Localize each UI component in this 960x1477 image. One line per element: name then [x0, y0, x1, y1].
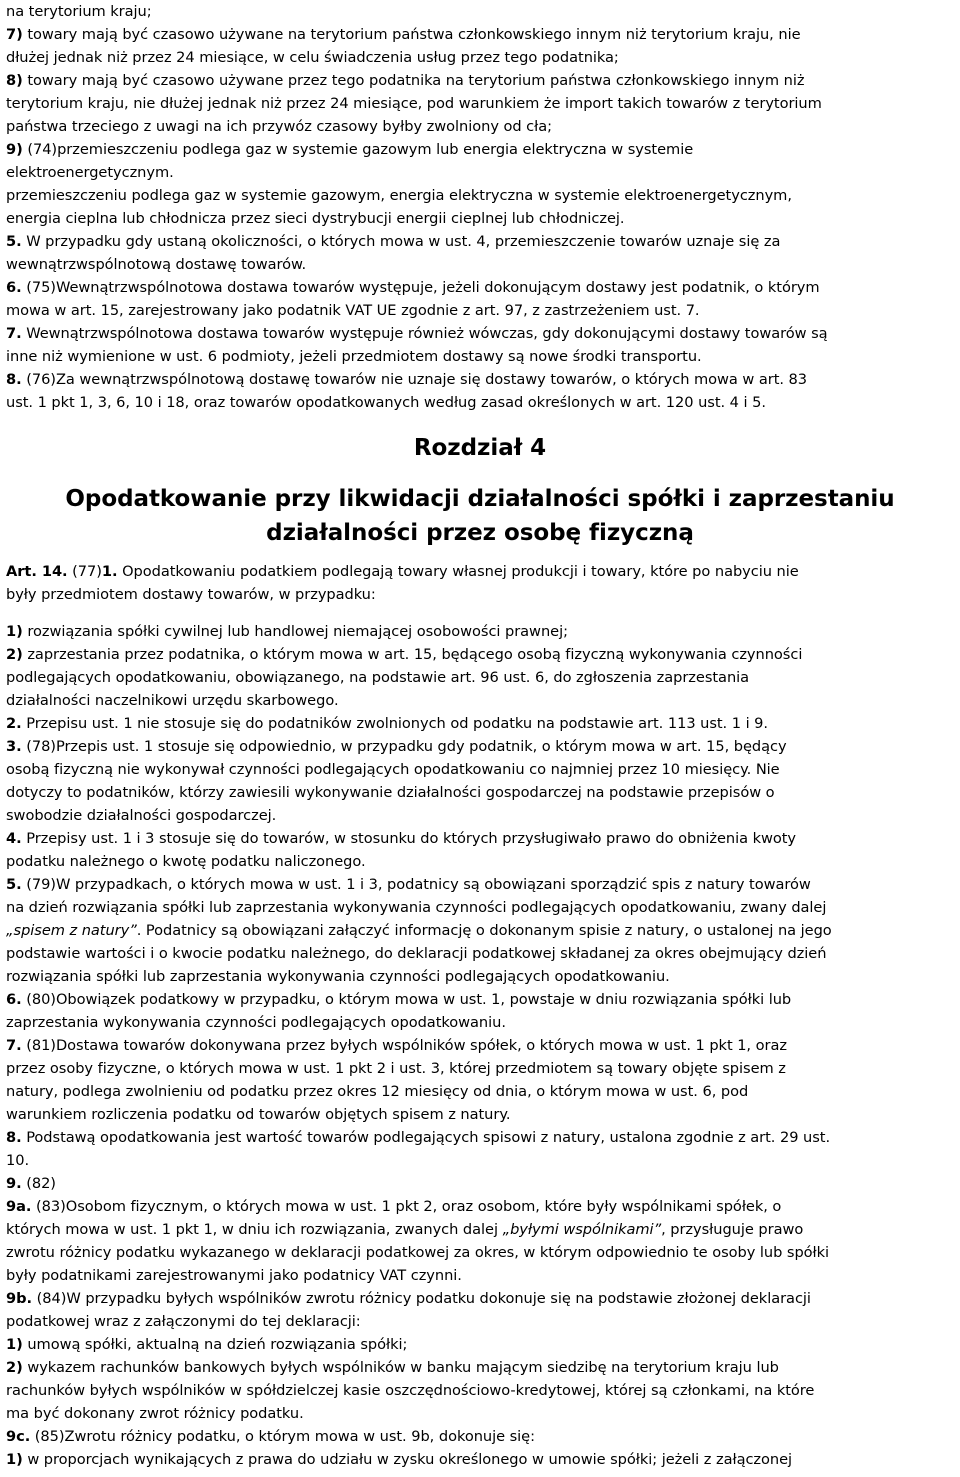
paragraph-number: 9) — [6, 141, 23, 158]
line-text: osobą fizyczną nie wykonywał czynności podlegających opodatkowaniu co najmniej przez 10 miesięcy. Nie — [6, 761, 780, 778]
text-line — [6, 46, 954, 69]
text-line — [6, 1172, 954, 1195]
text-line — [6, 988, 954, 1011]
line-text: ma być dokonany zwrot różnicy podatku. — [6, 1405, 304, 1422]
text-line — [6, 560, 954, 583]
line-text: (77) — [67, 563, 102, 580]
line-text: zaprzestania przez podatnika, o którym mowa w art. 15, będącego osobą fizyczną wykonywania czynności — [22, 646, 803, 663]
chapter-title: Rozdział 4 — [413, 435, 547, 461]
line-text: W przypadku gdy ustaną okoliczności, o których mowa w ust. 4, przemieszczenie towarów uznaje się za — [21, 233, 781, 250]
text-line — [6, 345, 954, 368]
text-line — [6, 322, 954, 345]
text-line — [6, 1448, 954, 1471]
line-text: inne niż wymienione w ust. 6 podmioty, jeżeli przedmiotem dostawy są nowe środki transportu. — [6, 348, 702, 365]
text-line — [6, 1011, 954, 1034]
text-line — [6, 23, 954, 46]
line-text: natury, podlega zwolnieniu od podatku przez okres 12 miesięcy od dnia, o którym mowa w ust. 6, pod — [6, 1083, 749, 1100]
line-text: których mowa w ust. 1 pkt 1, w dniu ich rozwiązania, zwanych dalej — [6, 1221, 503, 1238]
text-line — [6, 1333, 954, 1356]
text-line — [6, 368, 954, 391]
text-line — [6, 896, 954, 919]
text-line — [6, 207, 954, 230]
text-line — [6, 1218, 954, 1241]
paragraph-number: 6. — [6, 991, 22, 1008]
line-text: podatku należnego o kwotę podatku naliczonego. — [6, 853, 366, 870]
line-text: . Podatnicy są obowiązani załączyć informację o dokonanym spisie z natury, o ustalonej na jego — [136, 922, 832, 939]
paragraph-number: 2) — [6, 1359, 23, 1376]
chapter-subtitle-line-2: działalności przez osobę fizyczną — [266, 520, 694, 546]
text-line — [6, 1264, 954, 1287]
text-line — [6, 138, 954, 161]
line-text: rachunków byłych wspólników w spółdzielczej kasie oszczędnościowo-kredytowej, której są członkami, na które — [6, 1382, 815, 1399]
paragraph-number: 6. — [6, 279, 22, 296]
text-line — [6, 0, 954, 23]
chapter-subtitle — [6, 482, 954, 550]
text-line — [6, 758, 954, 781]
line-text: wewnątrzwspólnotową dostawę towarów. — [6, 256, 307, 273]
paragraph-number: 7. — [6, 325, 22, 342]
paragraph-number: 5. — [6, 233, 22, 250]
paragraph-number: 8) — [6, 72, 23, 89]
line-text: Przepisu ust. 1 nie stosuje się do podatników zwolnionych od podatku na podstawie art. 113 ust. 1 i 9. — [21, 715, 768, 732]
line-text: Przepisy ust. 1 i 3 stosuje się do towarów, w stosunku do których przysługiwało prawo do obniżenia kwoty — [21, 830, 797, 847]
text-line — [6, 1034, 954, 1057]
line-text: Opodatkowaniu podatkiem podlegają towary własnej produkcji i towary, które po nabyciu nie — [117, 563, 799, 580]
line-text: (75)Wewnątrzwspólnotowa dostawa towarów występuje, jeżeli dokonującym dostawy jest podatnik, o którym — [21, 279, 820, 296]
line-text: przez osoby fizyczne, o których mowa w ust. 1 pkt 2 i ust. 3, której przedmiotem są towary objęte spisem z — [6, 1060, 786, 1077]
text-line — [6, 620, 954, 643]
paragraph-number: 1) — [6, 623, 23, 640]
paragraph-number: Art. 14. — [6, 563, 68, 580]
line-text: podstawie wartości i o kwocie podatku należnego, do deklaracji podatkowej składanej za okres obejmujący dzień — [6, 945, 827, 962]
line-text: rozwiązania spółki cywilnej lub handlowej niemającej osobowości prawnej; — [22, 623, 568, 640]
line-text: Podstawą opodatkowania jest wartość towarów podlegających spisowi z natury, ustalona zgodnie z art. 29 ust. — [21, 1129, 831, 1146]
text-line — [6, 643, 954, 666]
text-line — [6, 1356, 954, 1379]
paragraph-number: 9b. — [6, 1290, 32, 1307]
text-line — [6, 804, 954, 827]
text-line — [6, 1080, 954, 1103]
article-body-section — [6, 620, 954, 1471]
text-line — [6, 712, 954, 735]
paragraph-number: 9. — [6, 1175, 22, 1192]
line-text: (81)Dostawa towarów dokonywana przez byłych wspólników spółek, o których mowa w ust. 1 pkt 1, oraz — [21, 1037, 787, 1054]
line-text: (83)Osobom fizycznym, o których mowa w ust. 1 pkt 2, oraz osobom, które były wspólnikami spółek, o — [31, 1198, 782, 1215]
line-text: zaprzestania wykonywania czynności podlegających opodatkowaniu. — [6, 1014, 506, 1031]
text-line — [6, 69, 954, 92]
text-line — [6, 919, 954, 942]
text-line — [6, 276, 954, 299]
line-text: (79)W przypadkach, o których mowa w ust. 1 i 3, podatnicy są obowiązani sporządzić spis z natury towarów — [21, 876, 811, 893]
line-text: Wewnątrzwspólnotowa dostawa towarów występuje również wówczas, gdy dokonującymi dostawy towarów są — [21, 325, 828, 342]
line-text: swobodzie działalności gospodarczej. — [6, 807, 277, 824]
text-line — [6, 1057, 954, 1080]
line-text: mowa w art. 15, zarejestrowany jako podatnik VAT UE zgodnie z art. 97, z zastrzeżeniem ust. 7. — [6, 302, 700, 319]
paragraph-number: 2. — [6, 715, 22, 732]
text-line — [6, 850, 954, 873]
text-line — [6, 1103, 954, 1126]
text-line — [6, 1379, 954, 1402]
line-text: zwrotu różnicy podatku wykazanego w deklaracji podatkowej za okres, w którym odpowiednio te osoby lub spółki — [6, 1244, 830, 1261]
line-text: podlegających opodatkowaniu, obowiązanego, na podstawie art. 96 ust. 6, do zgłoszenia zaprzestania — [6, 669, 750, 686]
text-line — [6, 827, 954, 850]
defined-term: „byłymi wspólnikami” — [502, 1221, 662, 1238]
paragraph-number: 5. — [6, 876, 22, 893]
defined-term: „spisem z natury” — [6, 922, 137, 939]
chapter-subtitle-line-1: Opodatkowanie przy likwidacji działalności spółki i zaprzestaniu — [65, 486, 895, 512]
text-line — [6, 1402, 954, 1425]
text-line — [6, 689, 954, 712]
top-section — [6, 0, 954, 414]
paragraph-number: 9c. — [6, 1428, 31, 1445]
line-text: ust. 1 pkt 1, 3, 6, 10 i 18, oraz towarów opodatkowanych według zasad określonych w art. 120 ust. 4 i 5. — [6, 394, 766, 411]
text-line — [6, 1287, 954, 1310]
text-line — [6, 253, 954, 276]
paragraph-number: 1. — [101, 563, 118, 580]
line-text: (85)Zwrotu różnicy podatku, o którym mowa w ust. 9b, dokonuje się: — [30, 1428, 535, 1445]
line-text: elektroenergetycznym. — [6, 164, 174, 181]
paragraph-number: 8. — [6, 371, 22, 388]
line-text: były przedmiotem dostawy towarów, w przypadku: — [6, 586, 376, 603]
text-line — [6, 184, 954, 207]
line-text: umową spółki, aktualną na dzień rozwiązania spółki; — [22, 1336, 408, 1353]
text-line — [6, 965, 954, 988]
text-line — [6, 299, 954, 322]
paragraph-number: 8. — [6, 1129, 22, 1146]
line-text: działalności naczelnikowi urzędu skarbowego. — [6, 692, 339, 709]
line-text: , przysługuje prawo — [661, 1221, 804, 1238]
spacer — [6, 606, 954, 620]
text-line — [6, 1126, 954, 1149]
text-line — [6, 735, 954, 758]
line-text: były podatnikami zarejestrowanymi jako podatnicy VAT czynni. — [6, 1267, 462, 1284]
text-line — [6, 666, 954, 689]
line-text: (76)Za wewnątrzwspólnotową dostawę towarów nie uznaje się dostawy towarów, o których mowa w art. 83 — [21, 371, 808, 388]
paragraph-number: 4. — [6, 830, 22, 847]
text-line — [6, 115, 954, 138]
line-text: terytorium kraju, nie dłużej jednak niż przez 24 miesiące, pod warunkiem że import takich towarów z terytorium — [6, 95, 822, 112]
line-text: na dzień rozwiązania spółki lub zaprzestania wykonywania czynności podlegających opodatkowaniu, zwany dalej — [6, 899, 827, 916]
line-text: warunkiem rozliczenia podatku od towarów objętych spisem z natury. — [6, 1106, 511, 1123]
text-line — [6, 1195, 954, 1218]
text-line — [6, 873, 954, 896]
paragraph-number: 7) — [6, 26, 23, 43]
text-line — [6, 1149, 954, 1172]
text-line — [6, 1310, 954, 1333]
line-text: (78)Przepis ust. 1 stosuje się odpowiednio, w przypadku gdy podatnik, o którym mowa w art. 15, będący — [21, 738, 787, 755]
line-text: dotyczy to podatników, którzy zawiesili wykonywanie działalności gospodarczej na podstawie przepisów o — [6, 784, 775, 801]
article-heading-section — [6, 560, 954, 606]
paragraph-number: 3. — [6, 738, 22, 755]
paragraph-number: 1) — [6, 1451, 23, 1468]
line-text: rozwiązania spółki lub zaprzestania wykonywania czynności podlegających opodatkowaniu. — [6, 968, 670, 985]
paragraph-number: 9a. — [6, 1198, 32, 1215]
line-text: 10. — [6, 1152, 30, 1169]
line-text: podatkowej wraz z załączonymi do tej deklaracji: — [6, 1313, 361, 1330]
line-text: (84)W przypadku byłych wspólników zwrotu różnicy podatku dokonuje się na podstawie złożonej deklaracji — [32, 1290, 811, 1307]
paragraph-number: 2) — [6, 646, 23, 663]
paragraph-number: 7. — [6, 1037, 22, 1054]
text-line — [6, 781, 954, 804]
line-text: na terytorium kraju; — [6, 3, 152, 20]
line-text: w proporcjach wynikających z prawa do udziału w zysku określonego w umowie spółki; jeżeli z załączonej — [22, 1451, 793, 1468]
line-text: (74)przemieszczeniu podlega gaz w systemie gazowym lub energia elektryczna w systemie — [22, 141, 694, 158]
line-text: towary mają być czasowo używane przez tego podatnika na terytorium państwa członkowskiego innym niż — [22, 72, 805, 89]
text-line — [6, 1241, 954, 1264]
line-text: (80)Obowiązek podatkowy w przypadku, o którym mowa w ust. 1, powstaje w dniu rozwiązania spółki lub — [21, 991, 792, 1008]
text-line — [6, 583, 954, 606]
line-text: przemieszczeniu podlega gaz w systemie gazowym, energia elektryczna w systemie elektroenergetycznym, — [6, 187, 792, 204]
line-text: (82) — [21, 1175, 56, 1192]
line-text: wykazem rachunków bankowych byłych wspólników w banku mającym siedzibę na terytorium kraju lub — [22, 1359, 779, 1376]
text-line — [6, 942, 954, 965]
text-line — [6, 391, 954, 414]
text-line — [6, 161, 954, 184]
line-text: dłużej jednak niż przez 24 miesiące, w celu świadczenia usług przez tego podatnika; — [6, 49, 619, 66]
line-text: towary mają być czasowo używane na terytorium państwa członkowskiego innym niż terytorium kraju, nie — [22, 26, 801, 43]
paragraph-number: 1) — [6, 1336, 23, 1353]
line-text: państwa trzeciego z uwagi na ich przywóz czasowy byłby zwolniony od cła; — [6, 118, 553, 135]
text-line — [6, 92, 954, 115]
text-line — [6, 230, 954, 253]
text-line — [6, 1425, 954, 1448]
line-text: energia cieplna lub chłodnicza przez sieci dystrybucji energii cieplnej lub chłodniczej. — [6, 210, 625, 227]
